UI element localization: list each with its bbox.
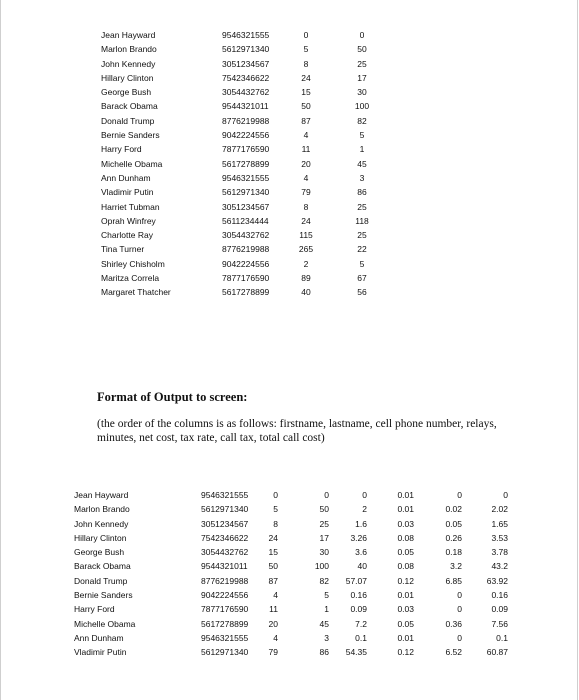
call-tax-cell: 0 (457, 590, 462, 601)
output-format-heading: Format of Output to screen: (97, 390, 248, 404)
tax-rate-cell: 0.08 (397, 532, 414, 543)
phone-cell: 8776219988 (222, 244, 270, 255)
name-cell: Jean Hayward (101, 30, 156, 40)
phone-cell: 7877176590 (222, 144, 270, 155)
relays-cell: 265 (298, 244, 314, 255)
phone-cell: 5617278899 (222, 287, 270, 298)
tax-rate-cell: 0.01 (397, 632, 414, 643)
name-cell: Vladimir Putin (101, 187, 154, 198)
phone-cell: 3054432762 (201, 547, 249, 558)
relays-cell: 87 (301, 115, 311, 126)
call-tax-cell: 6.52 (445, 647, 462, 658)
name-cell: Charlotte Ray (101, 230, 153, 241)
relays-cell: 8 (273, 518, 278, 529)
tax-rate-cell: 0.03 (397, 604, 414, 615)
phone-cell: 7542346622 (222, 72, 270, 83)
relays-cell: 5 (303, 44, 309, 55)
net-cost-cell: 1.6 (355, 518, 367, 529)
minutes-cell: 22 (357, 244, 367, 255)
net-cost-cell: 40 (357, 561, 367, 572)
call-tax-cell: 0.18 (445, 547, 462, 558)
phone-cell: 5612971340 (222, 187, 270, 198)
minutes-cell: 100 (314, 561, 329, 572)
phone-cell: 8776219988 (201, 575, 249, 586)
name-cell: Marlon Brando (74, 504, 130, 515)
minutes-cell: 25 (357, 201, 367, 212)
name-cell: John Kennedy (74, 518, 129, 529)
minutes-cell: 56 (357, 287, 367, 298)
relays-cell: 20 (301, 158, 311, 169)
call-tax-cell: 0.05 (445, 518, 462, 529)
relays-cell: 8 (303, 58, 309, 69)
relays-cell: 4 (273, 590, 278, 601)
net-cost-cell: 3.6 (355, 547, 367, 558)
phone-cell: 8776219988 (222, 115, 270, 126)
relays-cell: 8 (303, 201, 309, 212)
tax-rate-cell: 0.12 (397, 647, 414, 658)
minutes-cell: 50 (319, 504, 329, 515)
name-cell: Michelle Obama (101, 158, 163, 169)
name-cell: Oprah Winfrey (101, 215, 156, 226)
relays-cell: 0 (303, 30, 309, 40)
name-cell: Harriet Tubman (101, 201, 160, 212)
relays-cell: 11 (301, 144, 311, 155)
relays-cell: 87 (268, 575, 278, 586)
name-cell: George Bush (101, 87, 152, 98)
relays-cell: 40 (301, 287, 311, 298)
name-cell: Ann Dunham (101, 172, 151, 183)
phone-cell: 5612971340 (201, 504, 249, 515)
call-tax-cell: 0.26 (445, 532, 462, 543)
name-cell: Donald Trump (101, 115, 155, 126)
call-tax-cell: 0 (457, 490, 462, 500)
relays-cell: 2 (303, 258, 309, 269)
net-cost-cell: 2 (362, 504, 367, 515)
total-cost-cell: 0.1 (496, 632, 508, 643)
total-cost-cell: 2.02 (491, 504, 508, 515)
phone-cell: 5611234444 (222, 215, 269, 226)
minutes-cell: 67 (357, 273, 367, 284)
minutes-cell: 3 (359, 172, 365, 183)
relays-cell: 0 (273, 490, 278, 500)
minutes-cell: 50 (357, 44, 367, 55)
name-cell: Barack Obama (74, 561, 131, 572)
phone-cell: 3051234567 (222, 58, 270, 69)
tax-rate-cell: 0.01 (397, 490, 414, 500)
tax-rate-cell: 0.03 (397, 518, 414, 529)
relays-cell: 50 (301, 101, 311, 112)
phone-cell: 9544321011 (222, 101, 269, 112)
relays-cell: 79 (268, 647, 278, 658)
phone-cell: 9546321555 (201, 490, 249, 500)
phone-cell: 9546321555 (222, 30, 270, 40)
net-cost-cell: 0 (362, 490, 367, 500)
minutes-cell: 25 (357, 58, 367, 69)
total-cost-cell: 1.65 (491, 518, 508, 529)
name-cell: Margaret Thatcher (101, 287, 171, 298)
tax-rate-cell: 0.08 (397, 561, 414, 572)
phone-cell: 9546321555 (201, 632, 249, 643)
relays-cell: 15 (268, 547, 278, 558)
name-cell: Vladimir Putin (74, 647, 127, 658)
name-cell: Harry Ford (101, 144, 142, 155)
name-cell: Shirley Chisholm (101, 258, 165, 269)
call-tax-cell: 0 (457, 604, 462, 615)
net-cost-cell: 57.07 (345, 575, 367, 586)
name-cell: Marlon Brando (101, 44, 157, 55)
name-cell: Barack Obama (101, 101, 158, 112)
relays-cell: 50 (268, 561, 278, 572)
net-cost-cell: 0.1 (355, 632, 367, 643)
name-cell: Ann Dunham (74, 632, 124, 643)
relays-cell: 15 (301, 87, 311, 98)
relays-cell: 4 (303, 172, 309, 183)
name-cell: Hillary Clinton (74, 532, 127, 543)
total-cost-cell: 0 (503, 490, 508, 500)
relays-cell: 4 (273, 632, 278, 643)
tax-rate-cell: 0.01 (397, 504, 414, 515)
phone-cell: 5617278899 (201, 618, 249, 629)
name-cell: Michelle Obama (74, 618, 136, 629)
call-tax-cell: 0.36 (445, 618, 462, 629)
name-cell: Bernie Sanders (74, 590, 133, 601)
phone-cell: 9544321011 (201, 561, 248, 572)
name-cell: Maritza Correla (101, 273, 160, 284)
name-cell: Jean Hayward (74, 490, 129, 500)
name-cell: Tina Turner (101, 244, 145, 255)
phone-cell: 9042224556 (222, 258, 270, 269)
relays-cell: 11 (269, 604, 278, 615)
total-cost-cell: 60.87 (486, 647, 508, 658)
minutes-cell: 82 (319, 575, 329, 586)
minutes-cell: 45 (319, 618, 329, 629)
name-cell: Donald Trump (74, 575, 128, 586)
phone-cell: 5617278899 (222, 158, 270, 169)
net-cost-cell: 3.26 (350, 532, 367, 543)
net-cost-cell: 7.2 (355, 618, 367, 629)
minutes-cell: 118 (355, 215, 369, 226)
total-cost-cell: 43.2 (491, 561, 508, 572)
minutes-cell: 86 (319, 647, 329, 658)
minutes-cell: 5 (359, 258, 365, 269)
total-cost-cell: 3.53 (491, 532, 508, 543)
total-cost-cell: 0.16 (491, 590, 508, 601)
net-cost-cell: 0.16 (350, 590, 367, 601)
phone-cell: 9042224556 (222, 130, 270, 141)
minutes-cell: 25 (319, 518, 329, 529)
call-tax-cell: 0.02 (445, 504, 462, 515)
minutes-cell: 25 (357, 230, 367, 241)
minutes-cell: 0 (324, 490, 329, 500)
minutes-cell: 100 (354, 101, 370, 112)
page-right-edge (577, 0, 578, 700)
relays-cell: 89 (301, 273, 311, 284)
minutes-cell: 30 (357, 87, 367, 98)
name-cell: Hillary Clinton (101, 72, 154, 83)
relays-cell: 24 (301, 215, 311, 226)
total-cost-cell: 0.09 (491, 604, 508, 615)
column-order-note: (the order of the columns is as follows: firstname, lastname, cell phone number, relays, minutes, net cost, tax rate, call tax, total call cost) (97, 418, 497, 444)
minutes-cell: 1 (359, 144, 365, 155)
name-cell: George Bush (74, 547, 125, 558)
tax-rate-cell: 0.05 (397, 547, 414, 558)
phone-cell: 5612971340 (222, 44, 270, 55)
minutes-cell: 0 (359, 30, 365, 40)
phone-cell: 7877176590 (201, 604, 249, 615)
minutes-cell: 30 (319, 547, 329, 558)
minutes-cell: 5 (324, 590, 329, 601)
phone-cell: 3054432762 (222, 87, 270, 98)
total-cost-cell: 63.92 (486, 575, 508, 586)
phone-cell: 7877176590 (222, 273, 270, 284)
total-cost-cell: 3.78 (491, 547, 508, 558)
phone-cell: 3051234567 (201, 518, 249, 529)
phone-cell: 7542346622 (201, 532, 249, 543)
relays-cell: 115 (299, 230, 313, 241)
phone-cell: 9042224556 (201, 590, 249, 601)
call-tax-cell: 6.85 (445, 575, 462, 586)
phone-cell: 5612971340 (201, 647, 249, 658)
relays-cell: 20 (268, 618, 278, 629)
name-cell: John Kennedy (101, 58, 156, 69)
tax-rate-cell: 0.01 (397, 590, 414, 601)
minutes-cell: 82 (357, 115, 367, 126)
minutes-cell: 3 (324, 632, 329, 643)
tax-rate-cell: 0.12 (397, 575, 414, 586)
minutes-cell: 17 (357, 72, 367, 83)
minutes-cell: 45 (357, 158, 367, 169)
net-cost-cell: 0.09 (350, 604, 367, 615)
total-cost-cell: 7.56 (491, 618, 508, 629)
minutes-cell: 86 (357, 187, 367, 198)
relays-cell: 5 (273, 504, 278, 515)
phone-cell: 3054432762 (222, 230, 270, 241)
minutes-cell: 5 (359, 130, 365, 141)
call-tax-cell: 3.2 (450, 561, 462, 572)
call-tax-cell: 0 (457, 632, 462, 643)
minutes-cell: 1 (324, 604, 329, 615)
relays-cell: 79 (301, 187, 311, 198)
relays-cell: 4 (303, 130, 309, 141)
net-cost-cell: 54.35 (345, 647, 367, 658)
relays-cell: 24 (268, 532, 278, 543)
page-left-edge (0, 0, 1, 700)
name-cell: Bernie Sanders (101, 130, 160, 141)
minutes-cell: 17 (319, 532, 329, 543)
tax-rate-cell: 0.05 (397, 618, 414, 629)
phone-cell: 3051234567 (222, 201, 270, 212)
name-cell: Harry Ford (74, 604, 115, 615)
relays-cell: 24 (301, 72, 311, 83)
phone-cell: 9546321555 (222, 172, 270, 183)
